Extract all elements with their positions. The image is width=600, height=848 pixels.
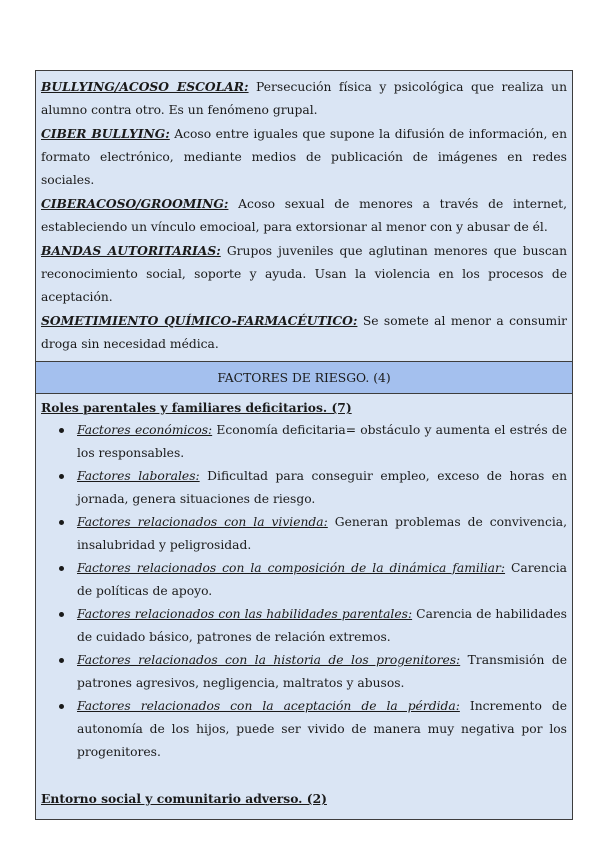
- definition-text: Persecución física y psicológica que realiza un alumno contra otro. Es un fenómeno grupal.: [41, 80, 567, 117]
- definition-sometimiento: [41, 309, 567, 356]
- factor-text: Carencia de políticas de apoyo.: [77, 561, 567, 598]
- definition-bullying: [41, 75, 567, 122]
- roles-section-title: Roles parentales y familiares deficitarios. (7): [41, 400, 352, 415]
- bullet-icon: [59, 474, 64, 479]
- definition-ciberbullying: [41, 122, 567, 192]
- factor-term: Factores relacionados con la composición de la dinámica familiar:: [77, 561, 506, 575]
- definition-grooming: [41, 192, 567, 239]
- risk-factors-cell: [36, 394, 572, 819]
- definition-term: BANDAS AUTORITARIAS:: [41, 243, 221, 258]
- list-item: [77, 465, 567, 511]
- factor-text: Carencia de habilidades de cuidado básico, patrones de relación extremos.: [77, 607, 567, 644]
- bullet-icon: [59, 612, 64, 617]
- definition-term: BULLYING/ACOSO ESCOLAR:: [41, 79, 249, 94]
- list-item: [77, 603, 567, 649]
- factor-text: Dificultad para conseguir empleo, exceso de horas en jornada, genera situaciones de riesgo.: [77, 469, 567, 506]
- content-table: [35, 70, 573, 820]
- factor-text: Economía deficitaria= obstáculo y aumenta el estrés de los responsables.: [77, 423, 567, 460]
- definition-term: SOMETIMIENTO QUÍMICO-FARMACÉUTICO:: [41, 313, 358, 328]
- factor-term: Factores relacionados con la vivienda:: [77, 515, 328, 529]
- bullet-icon: [59, 566, 64, 571]
- spacer: [41, 764, 567, 787]
- factor-term: Factores relacionados con la historia de los progenitores:: [77, 653, 461, 667]
- definition-text: Acoso entre iguales que supone la difusión de información, en formato electrónico, mediante medios de publicación de imágenes en redes sociales.: [41, 127, 568, 187]
- definition-term: CIBERACOSO/GROOMING:: [41, 196, 229, 211]
- factor-text: Incremento de autonomía de los hijos, puede ser vivido de manera muy negativa por los progenitores.: [77, 699, 567, 759]
- list-item: [77, 649, 567, 695]
- bullet-icon: [59, 658, 64, 663]
- list-item: [77, 557, 567, 603]
- bullet-icon: [59, 428, 64, 433]
- entorno-section-title: Entorno social y comunitario adverso. (2): [41, 791, 327, 806]
- list-item: [77, 695, 567, 764]
- definition-text: Se somete al menor a consumir droga sin necesidad médica.: [41, 314, 568, 351]
- factor-term: Factores económicos:: [77, 423, 213, 437]
- list-item: [77, 419, 567, 465]
- section-header-title: FACTORES DE RIESGO. (4): [217, 371, 391, 385]
- factor-term: Factores relacionados con las habilidades parentales:: [77, 607, 413, 621]
- factor-text: Transmisión de patrones agresivos, negligencia, maltratos y abusos.: [77, 653, 567, 690]
- factor-term: Factores relacionados con la aceptación de la pérdida:: [77, 699, 460, 713]
- section-header: [36, 362, 572, 394]
- factor-list: [41, 419, 567, 764]
- factor-term: Factores laborales:: [77, 469, 200, 483]
- bullet-icon: [59, 704, 64, 709]
- definition-term: CIBER BULLYING:: [41, 126, 170, 141]
- bullet-icon: [59, 520, 64, 525]
- list-item: [77, 511, 567, 557]
- definition-text: Acoso sexual de menores a través de internet, estableciendo un vínculo emocioal, para extorsionar al menor con y abusar de él.: [41, 197, 567, 234]
- definition-text: Grupos juveniles que aglutinan menores que buscan reconocimiento social, soporte y ayuda. Usan la violencia en los procesos de aceptación.: [41, 244, 568, 304]
- definitions-cell: [36, 71, 572, 362]
- definition-bandas: [41, 239, 567, 309]
- factor-text: Generan problemas de convivencia, insalubridad y peligrosidad.: [77, 515, 568, 552]
